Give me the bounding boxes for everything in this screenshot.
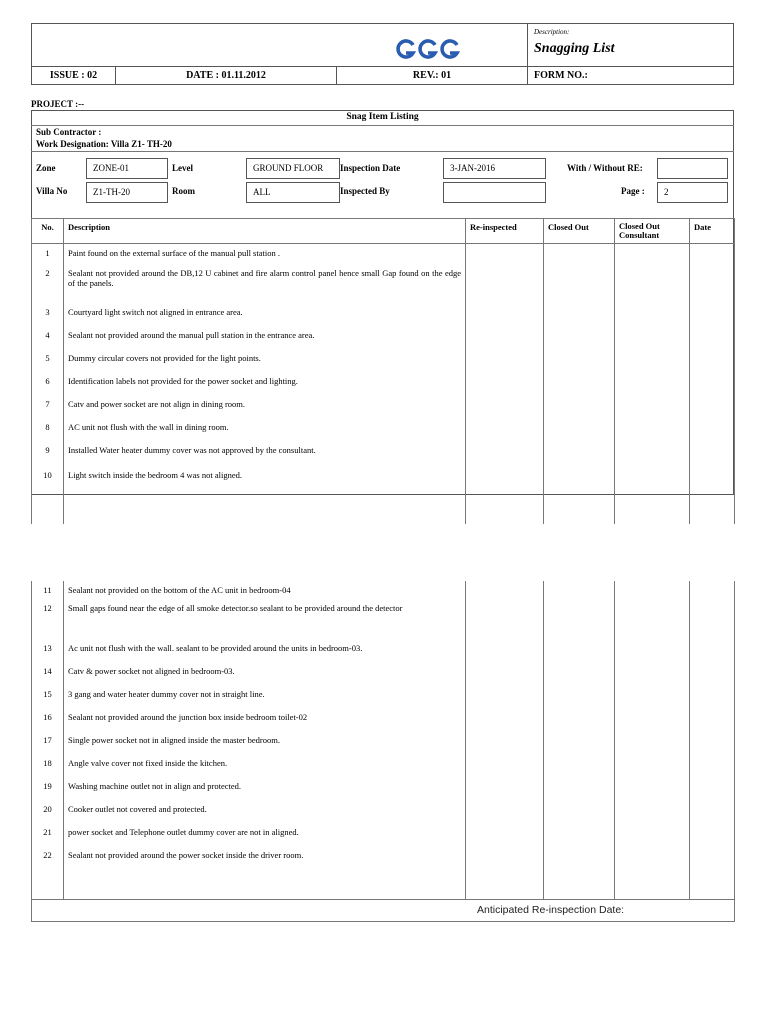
- item-number: 21: [32, 823, 64, 846]
- item-number: 22: [32, 846, 64, 899]
- item-description: AC unit not flush with the wall in dining room.: [64, 418, 466, 441]
- closed-out-cell[interactable]: [544, 418, 615, 441]
- villa-field[interactable]: Z1-TH-20: [86, 182, 168, 203]
- closed-out-consultant-cell[interactable]: [615, 395, 690, 418]
- item-number: 5: [32, 349, 64, 372]
- inspection-date-label: Inspection Date: [340, 163, 401, 173]
- item-description: Angle valve cover not fixed inside the kitchen.: [64, 754, 466, 777]
- divider: [31, 151, 734, 152]
- closed-out-consultant-cell[interactable]: [615, 800, 690, 823]
- reinspected-cell[interactable]: [466, 708, 544, 731]
- closed-out-consultant-cell[interactable]: [615, 846, 690, 899]
- item-description: Sealant not provided around the power socket inside the driver room.: [64, 846, 466, 899]
- closed-out-consultant-cell[interactable]: [615, 372, 690, 395]
- date-cell[interactable]: [690, 244, 735, 264]
- item-number: 3: [32, 303, 64, 326]
- closed-out-consultant-cell[interactable]: [615, 418, 690, 441]
- document-title: Snagging List: [534, 41, 615, 56]
- table-row: [32, 264, 735, 303]
- item-number: 10: [32, 466, 64, 524]
- item-number: 20: [32, 800, 64, 823]
- date-cell[interactable]: [690, 326, 735, 349]
- item-number: 15: [32, 685, 64, 708]
- item-description: Courtyard light switch not aligned in entrance area.: [64, 303, 466, 326]
- date-cell[interactable]: [690, 418, 735, 441]
- closed-out-cell[interactable]: [544, 303, 615, 326]
- item-number: 7: [32, 395, 64, 418]
- table-row: [32, 581, 735, 599]
- closed-out-consultant-cell[interactable]: [615, 685, 690, 708]
- reinspected-cell[interactable]: [466, 349, 544, 372]
- closed-out-cell[interactable]: [544, 800, 615, 823]
- reinspected-cell[interactable]: [466, 372, 544, 395]
- reinspected-cell[interactable]: [466, 441, 544, 466]
- closed-out-consultant-cell[interactable]: [615, 303, 690, 326]
- villa-label: Villa No: [36, 186, 68, 196]
- table-row: [32, 731, 735, 754]
- company-logo-icon: [396, 39, 462, 59]
- reinspected-cell[interactable]: [466, 800, 544, 823]
- item-description: Sealant not provided on the bottom of the AC unit in bedroom-04: [64, 581, 466, 599]
- item-description: 3 gang and water heater dummy cover not in straight line.: [64, 685, 466, 708]
- with-re-field[interactable]: [657, 158, 728, 179]
- closed-out-consultant-cell[interactable]: [615, 581, 690, 599]
- issue-date: DATE : 01.11.2012: [116, 67, 337, 85]
- closed-out-consultant-cell[interactable]: [615, 599, 690, 639]
- reinspected-cell[interactable]: [466, 685, 544, 708]
- date-cell[interactable]: [690, 800, 735, 823]
- reinspected-cell[interactable]: [466, 395, 544, 418]
- date-cell[interactable]: [690, 662, 735, 685]
- description-label: Description:: [534, 28, 570, 36]
- table-row: [32, 823, 735, 846]
- table-row: [32, 303, 735, 326]
- table-row: [32, 708, 735, 731]
- closed-out-consultant-cell[interactable]: [615, 244, 690, 264]
- closed-out-cell[interactable]: [544, 441, 615, 466]
- item-number: 16: [32, 708, 64, 731]
- table-row: [32, 599, 735, 639]
- date-cell[interactable]: [690, 599, 735, 639]
- table-row: [32, 754, 735, 777]
- work-designation: Work Designation: Villa Z1- TH-20: [36, 139, 172, 149]
- anticipated-row: [32, 899, 735, 921]
- closed-out-consultant-cell[interactable]: [615, 349, 690, 372]
- page-field[interactable]: 2: [657, 182, 728, 203]
- closed-out-cell[interactable]: [544, 466, 615, 524]
- closed-out-cell[interactable]: [544, 777, 615, 800]
- reinspected-cell[interactable]: [466, 777, 544, 800]
- date-cell[interactable]: [690, 349, 735, 372]
- date-cell[interactable]: [690, 581, 735, 599]
- table-row: [32, 685, 735, 708]
- item-number: 12: [32, 599, 64, 639]
- item-description: Catv and power socket are not align in dining room.: [64, 395, 466, 418]
- col-header-closed-out: Closed Out: [544, 219, 615, 244]
- item-description: power socket and Telephone outlet dummy cover are not in aligned.: [64, 823, 466, 846]
- closed-out-cell[interactable]: [544, 731, 615, 754]
- item-description: Installed Water heater dummy cover was not approved by the consultant.: [64, 441, 466, 466]
- date-cell[interactable]: [690, 466, 735, 524]
- reinspected-cell[interactable]: [466, 264, 544, 303]
- inspection-date-field[interactable]: 3-JAN-2016: [443, 158, 546, 179]
- item-number: 2: [32, 264, 64, 303]
- date-cell[interactable]: [690, 395, 735, 418]
- item-number: 9: [32, 441, 64, 466]
- table-row: [32, 639, 735, 662]
- date-cell[interactable]: [690, 264, 735, 303]
- date-cell[interactable]: [690, 754, 735, 777]
- closed-out-cell[interactable]: [544, 708, 615, 731]
- item-description: Light switch inside the bedroom 4 was not aligned.: [64, 466, 466, 524]
- table-row: [32, 777, 735, 800]
- reinspected-cell[interactable]: [466, 581, 544, 599]
- room-label: Room: [172, 186, 195, 196]
- closed-out-cell[interactable]: [544, 395, 615, 418]
- item-number: 4: [32, 326, 64, 349]
- snag-items-table-1: [31, 218, 735, 524]
- col-header-no: No.: [32, 219, 64, 244]
- table-row: [32, 466, 735, 524]
- closed-out-consultant-cell[interactable]: [615, 326, 690, 349]
- item-number: 17: [32, 731, 64, 754]
- item-description: Single power socket not in aligned inside the master bedroom.: [64, 731, 466, 754]
- reinspected-cell[interactable]: [466, 639, 544, 662]
- zone-field[interactable]: ZONE-01: [86, 158, 168, 179]
- inspected-by-field[interactable]: [443, 182, 546, 203]
- item-description: Catv & power socket not aligned in bedroom-03.: [64, 662, 466, 685]
- issue-number: ISSUE : 02: [32, 67, 116, 85]
- item-description: Washing machine outlet not in align and protected.: [64, 777, 466, 800]
- item-description: Sealant not provided around the junction box inside bedroom toilet-02: [64, 708, 466, 731]
- reinspected-cell[interactable]: [466, 731, 544, 754]
- table-row: [32, 846, 735, 899]
- with-re-label: With / Without RE:: [567, 163, 643, 173]
- closed-out-consultant-cell[interactable]: [615, 823, 690, 846]
- table-row: [32, 441, 735, 466]
- table-row: [32, 372, 735, 395]
- zone-label: Zone: [36, 163, 56, 173]
- closed-out-cell[interactable]: [544, 599, 615, 639]
- table-header-row: [32, 219, 735, 244]
- date-cell[interactable]: [690, 708, 735, 731]
- col-header-closed-out-consultant: Closed Out Consultant: [615, 219, 690, 244]
- date-cell[interactable]: [690, 731, 735, 754]
- closed-out-cell[interactable]: [544, 244, 615, 264]
- date-cell[interactable]: [690, 823, 735, 846]
- date-cell[interactable]: [690, 685, 735, 708]
- closed-out-consultant-cell[interactable]: [615, 754, 690, 777]
- reinspected-cell[interactable]: [466, 244, 544, 264]
- reinspected-cell[interactable]: [466, 823, 544, 846]
- snag-items-table-2: [31, 581, 735, 922]
- logo-cell: [32, 24, 528, 67]
- table-row: [32, 326, 735, 349]
- closed-out-cell[interactable]: [544, 754, 615, 777]
- form-header: [31, 23, 734, 85]
- col-header-description: Description: [64, 219, 466, 244]
- section-title: Snag Item Listing: [31, 110, 734, 126]
- item-number: 11: [32, 581, 64, 599]
- sub-contractor: Sub Contractor :: [36, 127, 102, 137]
- table-row: [32, 800, 735, 823]
- revision-number: REV.: 01: [337, 67, 528, 85]
- reinspected-cell[interactable]: [466, 754, 544, 777]
- table-row: [32, 662, 735, 685]
- reinspected-cell[interactable]: [466, 326, 544, 349]
- reinspected-cell[interactable]: [466, 418, 544, 441]
- level-field[interactable]: GROUND FLOOR: [246, 158, 340, 179]
- closed-out-consultant-cell[interactable]: [615, 777, 690, 800]
- closed-out-cell[interactable]: [544, 581, 615, 599]
- closed-out-cell[interactable]: [544, 264, 615, 303]
- room-field[interactable]: ALL: [246, 182, 340, 203]
- closed-out-consultant-cell[interactable]: [615, 441, 690, 466]
- item-description: Identification labels not provided for the power socket and lighting.: [64, 372, 466, 395]
- reinspected-cell[interactable]: [466, 303, 544, 326]
- col-header-reinspected: Re-inspected: [466, 219, 544, 244]
- page-label: Page :: [621, 186, 645, 196]
- item-number: 1: [32, 244, 64, 264]
- item-number: 19: [32, 777, 64, 800]
- item-description: Sealant not provided around the DB,12 U cabinet and fire alarm control panel hence small Gap found on the edge of the panels.: [64, 264, 466, 303]
- item-description: Ac unit not flush with the wall. sealant to be provided around the units in bedroom-03.: [64, 639, 466, 662]
- item-description: Paint found on the external surface of the manual pull station .: [64, 244, 466, 264]
- closed-out-cell[interactable]: [544, 372, 615, 395]
- closed-out-consultant-cell[interactable]: [615, 662, 690, 685]
- item-number: 13: [32, 639, 64, 662]
- table-row: [32, 395, 735, 418]
- level-label: Level: [172, 163, 193, 173]
- col-header-date: Date: [690, 219, 735, 244]
- closed-out-consultant-cell[interactable]: [615, 731, 690, 754]
- closed-out-cell[interactable]: [544, 685, 615, 708]
- closed-out-cell[interactable]: [544, 662, 615, 685]
- description-cell: [528, 24, 734, 67]
- closed-out-consultant-cell[interactable]: [615, 639, 690, 662]
- item-number: 14: [32, 662, 64, 685]
- closed-out-cell[interactable]: [544, 326, 615, 349]
- reinspected-cell[interactable]: [466, 846, 544, 899]
- reinspected-cell[interactable]: [466, 599, 544, 639]
- closed-out-consultant-cell[interactable]: [615, 466, 690, 524]
- table-row: [32, 244, 735, 264]
- item-description: Sealant not provided around the manual pull station in the entrance area.: [64, 326, 466, 349]
- anticipated-reinspection-date: Anticipated Re-inspection Date:: [32, 899, 735, 921]
- date-cell[interactable]: [690, 303, 735, 326]
- date-cell[interactable]: [690, 639, 735, 662]
- item-description: Cooker outlet not covered and protected.: [64, 800, 466, 823]
- closed-out-cell[interactable]: [544, 349, 615, 372]
- table-row: [32, 418, 735, 441]
- date-cell[interactable]: [690, 441, 735, 466]
- closed-out-cell[interactable]: [544, 639, 615, 662]
- form-number: FORM NO.:: [528, 67, 734, 85]
- table-row: [32, 349, 735, 372]
- closed-out-consultant-cell[interactable]: [615, 264, 690, 303]
- project-label: PROJECT :--: [31, 99, 85, 109]
- date-cell[interactable]: [690, 372, 735, 395]
- date-cell[interactable]: [690, 777, 735, 800]
- item-description: Small gaps found near the edge of all smoke detector.so sealant to be provided around the detector: [64, 599, 466, 639]
- closed-out-consultant-cell[interactable]: [615, 708, 690, 731]
- item-number: 6: [32, 372, 64, 395]
- item-number: 8: [32, 418, 64, 441]
- inspected-by-label: Inspected By: [340, 186, 390, 196]
- closed-out-cell[interactable]: [544, 846, 615, 899]
- reinspected-cell[interactable]: [466, 662, 544, 685]
- item-number: 18: [32, 754, 64, 777]
- date-cell[interactable]: [690, 846, 735, 899]
- reinspected-cell[interactable]: [466, 466, 544, 524]
- closed-out-cell[interactable]: [544, 823, 615, 846]
- item-description: Dummy circular covers not provided for the light points.: [64, 349, 466, 372]
